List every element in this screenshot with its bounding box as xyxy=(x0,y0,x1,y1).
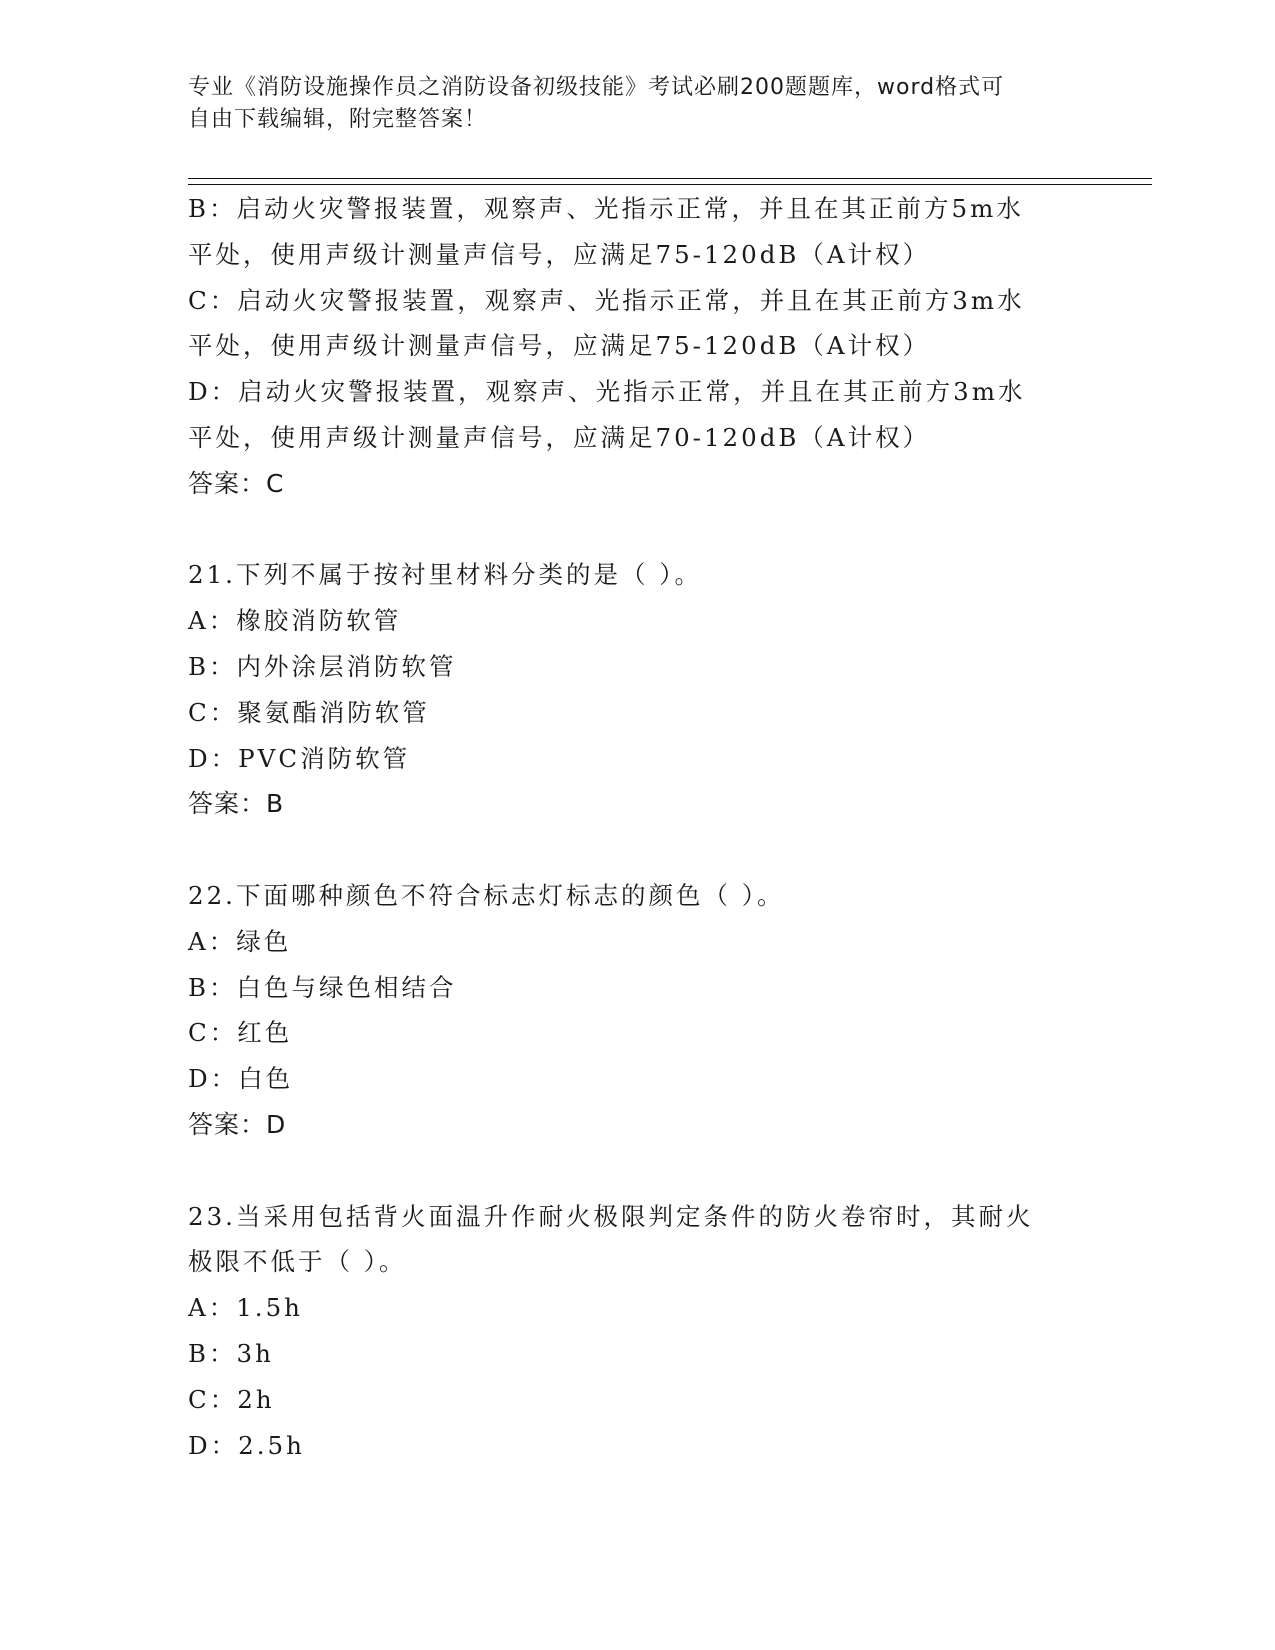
option-d: D：2.5h xyxy=(188,1430,305,1460)
question-stem-line-1: 23.当采用包括背火面温升作耐火极限判定条件的防火卷帘时，其耐火 xyxy=(188,1201,1034,1231)
spacer xyxy=(188,1148,1088,1194)
option-d-line-2: 平处，使用声级计测量声信号，应满足70-120dB（A计权） xyxy=(188,422,931,452)
option-c: C：2h xyxy=(188,1384,275,1414)
answer-line: 答案：C xyxy=(188,468,285,498)
option-c-line-1: C：启动火灾警报装置，观察声、光指示正常，并且在其正前方3m水 xyxy=(188,285,1025,315)
question-content xyxy=(188,186,1088,1468)
option-c: C：红色 xyxy=(188,1018,293,1048)
option-c: C：聚氨酯消防软管 xyxy=(188,697,430,727)
spacer xyxy=(188,507,1088,553)
question-stem: 21.下列不属于按衬里材料分类的是（ ）。 xyxy=(188,560,702,590)
answer-line: 答案：B xyxy=(188,789,285,819)
option-d: D：白色 xyxy=(188,1064,294,1094)
continued-question xyxy=(188,186,1088,507)
option-c-line-2: 平处，使用声级计测量声信号，应满足75-120dB（A计权） xyxy=(188,331,931,361)
question-23 xyxy=(188,1194,1088,1469)
option-b-line-1: B：启动火灾警报装置，观察声、光指示正常，并且在其正前方5m水 xyxy=(188,194,1024,223)
option-b: B：白色与绿色相结合 xyxy=(188,972,457,1002)
spacer xyxy=(188,827,1088,873)
option-b-line-2: 平处，使用声级计测量声信号，应满足75-120dB（A计权） xyxy=(188,239,931,269)
option-a: A：橡胶消防软管 xyxy=(188,606,402,636)
question-stem: 22.下面哪种颜色不符合标志灯标志的颜色（ ）。 xyxy=(188,880,785,910)
option-a: A：1.5h xyxy=(188,1293,303,1323)
option-b: B：3h xyxy=(188,1338,274,1368)
header-line-1: 专业《消防设施操作员之消防设备初级技能》考试必刷200题题库，word格式可 xyxy=(188,75,1005,100)
header-line-2: 自由下载编辑，附完整答案！ xyxy=(188,107,488,132)
header-rule-top xyxy=(188,178,1152,179)
option-b: B：内外涂层消防软管 xyxy=(188,651,457,681)
question-stem-line-2: 极限不低于（ ）。 xyxy=(188,1247,407,1277)
header-rule-bottom xyxy=(188,184,1152,185)
option-d: D：PVC消防软管 xyxy=(188,743,411,773)
option-d-line-1: D：启动火灾警报装置，观察声、光指示正常，并且在其正前方3m水 xyxy=(188,377,1026,407)
answer-line: 答案：D xyxy=(188,1109,287,1139)
question-22 xyxy=(188,873,1088,1148)
question-21 xyxy=(188,552,1088,827)
document-header xyxy=(188,72,1088,136)
option-a: A：绿色 xyxy=(188,926,292,956)
